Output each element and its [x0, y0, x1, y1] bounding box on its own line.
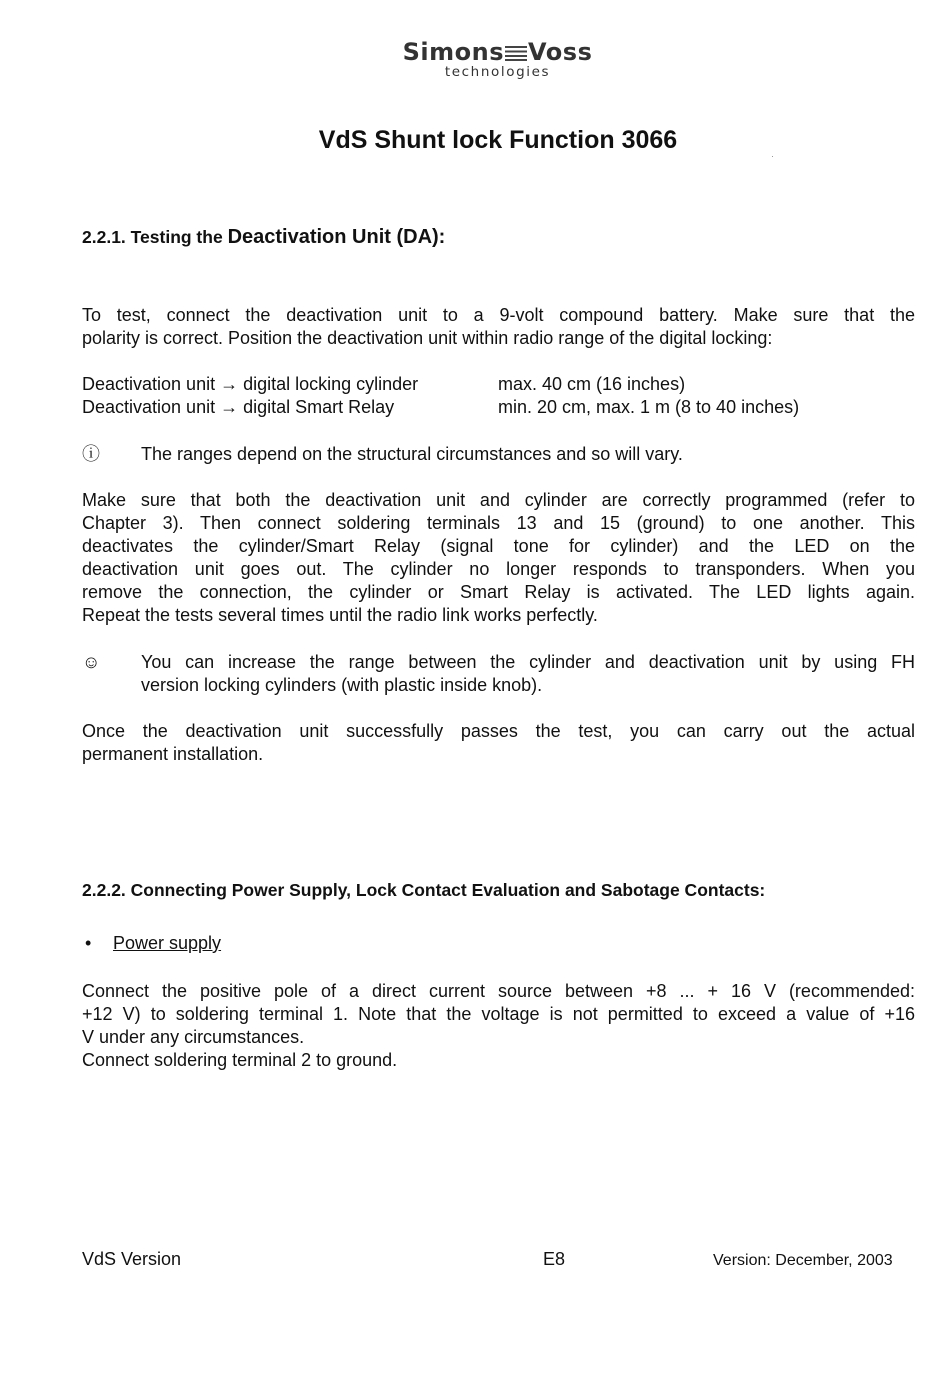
range-value: max. 40 cm (16 inches)	[498, 374, 686, 394]
range-label: Deactivation unit → digital locking cylinder	[82, 374, 419, 394]
bullet-icon: •	[85, 933, 92, 953]
section-heading-2-2-1	[82, 226, 445, 249]
logo-wordmark	[0, 38, 950, 66]
logo-brand-right: Voss	[528, 38, 593, 66]
intro-line-1: To test, connect the deactivation unit to a 9-volt compound battery. Make sure that the	[82, 305, 915, 325]
heading-suffix: Deactivation Unit (DA):	[227, 226, 446, 248]
footer-left: VdS Version	[82, 1249, 182, 1269]
footer-version-date: Version: December, 2003	[713, 1252, 893, 1269]
scan-speck	[772, 156, 773, 157]
info-note: The ranges depend on the structural circumstances and so will vary.	[141, 444, 683, 464]
power-line: Connect the positive pole of a direct current source between +8 ... + 16 V (recommended:	[82, 981, 915, 1001]
heading-prefix: 2.2.1. Testing the	[82, 227, 223, 247]
body-line: Repeat the tests several times until the radio link works perfectly.	[82, 605, 598, 625]
logo-brand-left: Simons	[402, 38, 505, 66]
tip-line-2: version locking cylinders (with plastic inside knob).	[141, 675, 543, 695]
body-line: deactivation unit goes out. The cylinder no longer responds to transponders. When you	[82, 559, 915, 579]
logo-tagline: technologies	[444, 64, 551, 80]
power-supply-label: Power supply	[113, 933, 222, 953]
info-icon: ⓘ	[82, 444, 100, 464]
logo-lines-icon	[505, 46, 527, 61]
footer-page-number: E8	[543, 1249, 566, 1269]
power-line: Connect soldering terminal 2 to ground.	[82, 1050, 398, 1070]
body-line: Chapter 3). Then connect soldering terminals 13 and 15 (ground) to one another. This	[82, 513, 915, 533]
range-value: min. 20 cm, max. 1 m (8 to 40 inches)	[498, 397, 800, 417]
section-heading-2-2-2: 2.2.2. Connecting Power Supply, Lock Contact Evaluation and Sabotage Contacts:	[82, 880, 766, 900]
body-line: remove the connection, the cylinder or Smart Relay is activated. The LED lights again.	[82, 582, 915, 602]
page-title: VdS Shunt lock Function 3066	[318, 126, 678, 154]
tip-line-1: You can increase the range between the cylinder and deactivation unit by using FH	[141, 652, 915, 672]
range-label: Deactivation unit → digital Smart Relay	[82, 397, 395, 417]
body-line: deactivates the cylinder/Smart Relay (signal tone for cylinder) and the LED on the	[82, 536, 915, 556]
smiley-icon: ☺	[82, 652, 101, 672]
power-line: +12 V) to soldering terminal 1. Note that the voltage is not permitted to exceed a value of +16	[82, 1004, 915, 1024]
simonsvoss-logo	[0, 38, 950, 79]
intro-line-2: polarity is correct. Position the deactivation unit within radio range of the digital locking:	[82, 328, 773, 348]
closing-line-1: Once the deactivation unit successfully passes the test, you can carry out the actual	[82, 721, 915, 741]
body-line: Make sure that both the deactivation unit and cylinder are correctly programmed (refer to	[82, 490, 915, 510]
power-line: V under any circumstances.	[82, 1027, 305, 1047]
closing-line-2: permanent installation.	[82, 744, 264, 764]
